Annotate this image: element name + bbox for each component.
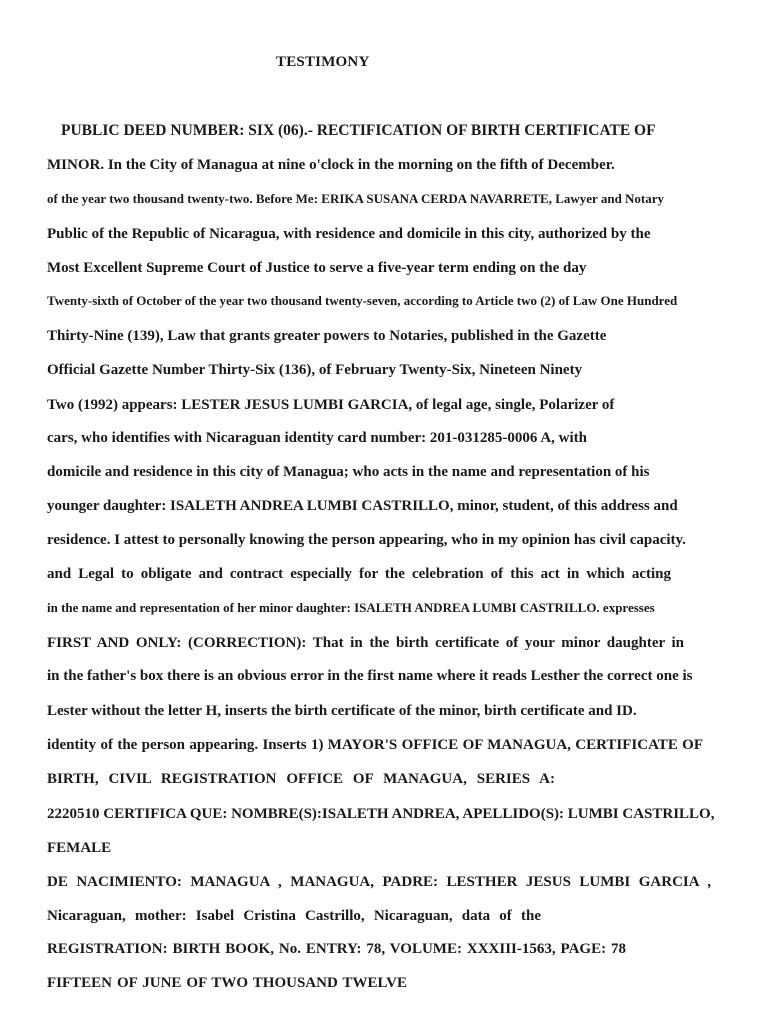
deed-line-5: Most Excellent Supreme Court of Justice to serve a five-year term ending on the day	[47, 260, 587, 276]
deed-line-3: of the year two thousand twenty-two. Before Me: ERIKA SUSANA CERDA NAVARRETE, Lawyer and Notary	[47, 191, 665, 206]
deed-line-24: Nicaraguan, mother: Isabel Cristina Castrillo, Nicaraguan, data of the	[47, 908, 541, 924]
deed-line-14: and Legal to obligate and contract especially for the celebration of this act in which acting	[47, 566, 671, 582]
deed-line-19: identity of the person appearing. Inserts 1) MAYOR'S OFFICE OF MANAGUA, CERTIFICATE OF	[47, 737, 703, 753]
deed-line-4: Public of the Republic of Nicaragua, with residence and domicile in this city, authorized by the	[47, 226, 651, 242]
deed-line-17: in the father's box there is an obvious error in the first name where it reads Lesther the correct one is	[47, 668, 693, 684]
deed-line-23: DE NACIMIENTO: MANAGUA , MANAGUA, PADRE: LESTHER JESUS LUMBI GARCIA ,	[47, 874, 711, 890]
deed-line-7: Thirty-Nine (139), Law that grants greater powers to Notaries, published in the Gazette	[47, 328, 607, 344]
deed-line-12: younger daughter: ISALETH ANDREA LUMBI CASTRILLO, minor, student, of this address and	[47, 498, 678, 514]
deed-line-25: REGISTRATION: BIRTH BOOK, No. ENTRY: 78, VOLUME: XXXIII-1563, PAGE: 78	[47, 941, 626, 957]
deed-line-2: MINOR. In the City of Managua at nine o'clock in the morning on the fifth of December.	[47, 157, 615, 173]
deed-line-18: Lester without the letter H, inserts the birth certificate of the minor, birth certificate and ID.	[47, 703, 637, 719]
deed-line-22: FEMALE	[47, 840, 112, 856]
deed-line-20: BIRTH, CIVIL REGISTRATION OFFICE OF MANAGUA, SERIES A:	[47, 771, 555, 787]
deed-line-9: Two (1992) appears: LESTER JESUS LUMBI GARCIA, of legal age, single, Polarizer of	[47, 397, 615, 413]
deed-line-1: PUBLIC DEED NUMBER: SIX (06).- RECTIFICATION OF BIRTH CERTIFICATE OF	[61, 122, 656, 139]
deed-line-8: Official Gazette Number Thirty-Six (136), of February Twenty-Six, Nineteen Ninety	[47, 362, 583, 378]
deed-line-11: domicile and residence in this city of Managua; who acts in the name and representation of his	[47, 464, 650, 480]
deed-line-6: Twenty-sixth of October of the year two thousand twenty-seven, according to Article two (2) of Law One Hundred	[47, 293, 678, 308]
deed-line-21: 2220510 CERTIFICA QUE: NOMBRE(S):ISALETH ANDREA, APELLIDO(S): LUMBI CASTRILLO,	[47, 806, 715, 822]
deed-line-13: residence. I attest to personally knowing the person appearing, who in my opinion has civil capacity.	[47, 532, 686, 548]
deed-line-10: cars, who identifies with Nicaraguan identity card number: 201-031285-0006 A, with	[47, 430, 587, 446]
deed-line-16: FIRST AND ONLY: (CORRECTION): That in the birth certificate of your minor daughter in	[47, 635, 684, 651]
document-title: TESTIMONY	[276, 54, 370, 70]
deed-line-15: in the name and representation of her minor daughter: ISALETH ANDREA LUMBI CASTRILLO. expresses	[47, 600, 655, 615]
deed-line-26: FIFTEEN OF JUNE OF TWO THOUSAND TWELVE	[47, 975, 407, 991]
